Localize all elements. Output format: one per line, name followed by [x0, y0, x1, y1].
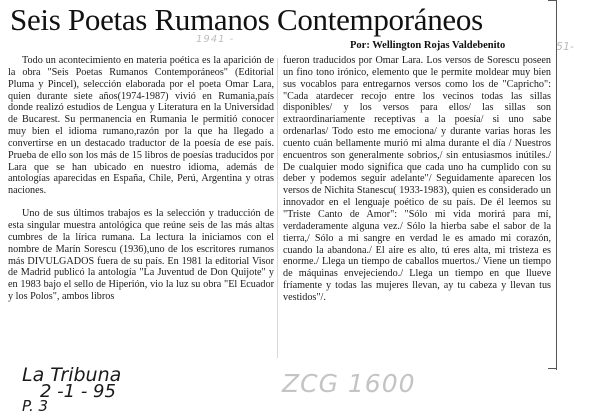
- column-divider: [277, 58, 278, 358]
- paragraph-left-2: Uno de sus últimos trabajos es la selección y traducción de esta singular muestra antológica que reúne seis de las más altas cumbres de la lírica rumana. La lectura la iniciamos con el nombre de Marín Sorescu (1936),uno de los escritores rumanos más DIVULGADOS fuera de su país. En 1981 la editorial Visor de Madrid publicó la antología "La Juventud de Don Quijote" y en 1983 bajo el sello de Hiperión, vio la luz su obra "El Ecuador y los Polos", ambos libros: [8, 208, 274, 303]
- handwritten-page: P. 3: [22, 397, 49, 415]
- article-column-left: [8, 55, 274, 303]
- clipping-edge-right: [556, 0, 557, 370]
- article-column-right: [283, 55, 551, 304]
- handwritten-date: 2 -1 - 95: [40, 381, 116, 402]
- pencil-reference-note: 51-: [556, 40, 574, 53]
- clipping-edge-top: [548, 0, 556, 1]
- article-title: Seis Poetas Rumanos Contemporáneos: [10, 2, 483, 37]
- article-byline: Por: Wellington Rojas Valdebenito: [350, 40, 506, 51]
- pencil-year-note: 1941 -: [196, 34, 235, 45]
- pencil-catalog-code: ZCG 1600: [282, 369, 416, 398]
- paragraph-right-1: fueron traducidos por Omar Lara. Los versos de Sorescu poseen un fino tono irónico, elemento que le permite moldear muy bien sus vocablos para entregarnos versos como los de "Capricho": "Cada atardecer recojo entre los vecinos todas las sillas disponibles/ y los versos para ellos/ las sillas son extraordinariamente receptivas a la poesía/ si uno sabe ordenarlas/ Todo esto me emociona/ y durante varias horas les cuento cuán bellamente murió mi alma durante el día / Nuestros encuentros son generalmente sobrios,/ sin entusiasmos inútiles./ De cualquier modo significa que cada uno ha cumplido con su deber y podemos seguir adelante"/ Seguidamente aparecen los versos de Nichita Stanescu( 1933-1983), quien es considerado un innovador en el lenguaje poético de su país. De él leemos su "Triste Canto de Amor": "Sólo mi vida morirá para mí, verdaderamente alguna vez./ Sólo la hierba sabe el sabor de la tierra,/ Sólo a mi sangre en verdad le es amado mi corazón, cuando la abandona./ El aire es alto, tú eres alta, mi tristeza es enorme./ Llega un tiempo de caballos muertos./ Viene un tiempo de máquinas envejeciendo./ Llega un tiempo en que llueve fríamente y todas las mujeres llevan, ay tu cabeza y llevan tus vestidos"/.: [283, 55, 551, 303]
- handwritten-source: La Tribuna: [22, 364, 122, 386]
- paragraph-left-1: Todo un acontecimiento en materia poética es la aparición de la obra "Seis Poetas Rumanos Contemporáneos" (Editorial Pluma y Pincel), selección elaborada por el poeta Omar Lara, quien durante siete años(1974-1987) vivió en Rumania,país donde realizó estudios de Lengua y Literatura en la Universidad de Bucarest. Su permanencia en Rumania le permitió conocer muy bien el idioma rumano,razón por la que ha llegado a convertirse en un destacado traductor de la poesía de ese país. Prueba de ello son los más de 15 libros de poesías traducidos por Lara que se han ubicado en nuestro idioma, además de antologías aparecidas en España, Chile, Perú, Argentina y otras naciones.: [8, 55, 274, 197]
- clipping-edge-bottom: [548, 368, 556, 369]
